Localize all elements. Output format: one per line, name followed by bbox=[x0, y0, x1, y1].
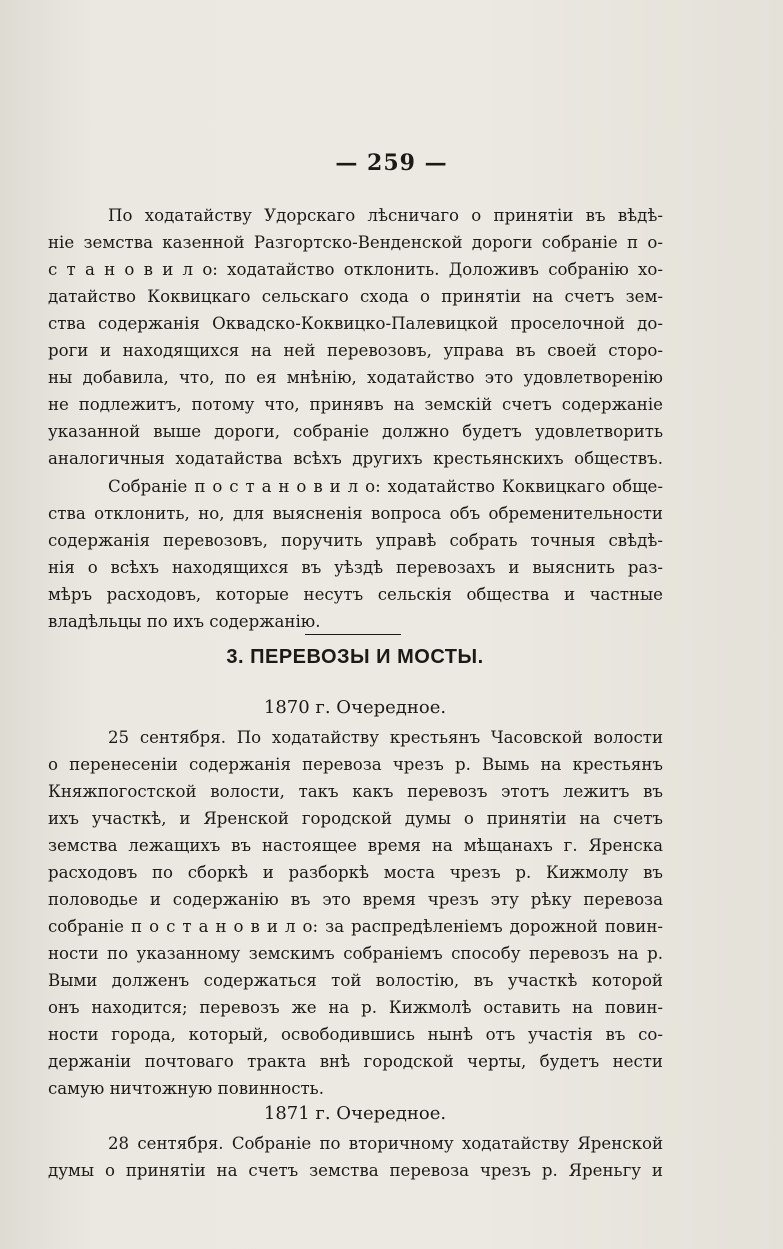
text-line: ніе земства казенной Разгортско-Венденской дороги собраніе п о- bbox=[48, 233, 663, 252]
page-number: — 259 — bbox=[335, 150, 448, 176]
text-line: владѣльцы по ихъ содержанію. bbox=[48, 612, 321, 631]
text-line: содержанія перевозовъ, поручить управѣ собрать точныя свѣдѣ- bbox=[48, 531, 663, 550]
text-line: самую ничтожную повинность. bbox=[48, 1079, 324, 1098]
text-line: 28 сентября. Собраніе по вторичному ходатайству Яренской bbox=[108, 1134, 663, 1153]
text-line: о перенесеніи содержанія перевоза чрезъ р. Вымь на крестьянъ bbox=[48, 755, 663, 774]
text-line: аналогичныя ходатайства всѣхъ другихъ крестьянскихъ обществъ. bbox=[48, 449, 663, 468]
text-line: Собраніе п о с т а н о в и л о: ходатайство Коквицкаго обще- bbox=[108, 477, 663, 496]
text-line: думы о принятіи на счетъ земства перевоза чрезъ р. Яреньгу и bbox=[48, 1161, 663, 1180]
text-line: держаніи почтоваго тракта внѣ городской черты, будетъ нести bbox=[48, 1052, 663, 1071]
text-line: По ходатайству Удорскаго лѣсничаго о принятіи въ вѣдѣ- bbox=[108, 206, 663, 225]
text-line: Княжпогостской волости, такъ какъ перевозъ этотъ лежитъ въ bbox=[48, 782, 663, 801]
text-line: Выми долженъ содержаться той волостію, въ участкѣ которой bbox=[48, 971, 663, 990]
text-line: земства лежащихъ въ настоящее время на мѣщанахъ г. Яренска bbox=[48, 836, 663, 855]
text-line: расходовъ по сборкѣ и разборкѣ моста чрезъ р. Кижмолу въ bbox=[48, 863, 663, 882]
year-heading: 1871 г. Очередное. bbox=[263, 1103, 447, 1124]
text-line: датайство Коквицкаго сельскаго схода о принятіи на счетъ зем- bbox=[48, 287, 663, 306]
text-line: половодье и содержанію въ это время чрезъ эту рѣку перевоза bbox=[48, 890, 663, 909]
text-line: ихъ участкѣ, и Яренской городской думы о принятіи на счетъ bbox=[48, 809, 663, 828]
text-line: 25 сентября. По ходатайству крестьянъ Часовской волости bbox=[108, 728, 663, 747]
text-line: мѣръ расходовъ, которые несутъ сельскія общества и частные bbox=[48, 585, 663, 604]
text-line: собраніе п о с т а н о в и л о: за распредѣленіемъ дорожной повин- bbox=[48, 917, 663, 936]
text-line: нія о всѣхъ находящихся въ уѣздѣ перевозахъ и выяснить раз- bbox=[48, 558, 663, 577]
text-line: ности по указанному земскимъ собраніемъ способу перевозъ на р. bbox=[48, 944, 663, 963]
text-line: ства содержанія Оквадско-Коквицко-Палевицкой проселочной до- bbox=[48, 314, 663, 333]
text-line: ства отклонить, но, для выясненія вопроса объ обременительности bbox=[48, 504, 663, 523]
divider bbox=[305, 634, 401, 635]
text-line: указанной выше дороги, собраніе должно будетъ удовлетворить bbox=[48, 422, 663, 441]
year-heading: 1870 г. Очередное. bbox=[263, 697, 447, 718]
text-line: с т а н о в и л о: ходатайство отклонить. Доложивъ собранію хо- bbox=[48, 260, 663, 279]
text-line: ны добавила, что, по ея мнѣнію, ходатайство это удовлетворенію bbox=[48, 368, 663, 387]
text-line: онъ находится; перевозъ же на р. Кижмолѣ оставить на повин- bbox=[48, 998, 663, 1017]
text-line: роги и находящихся на ней перевозовъ, управа въ своей сторо- bbox=[48, 341, 663, 360]
text-line: не подлежитъ, потому что, принявъ на земскій счетъ содержаніе bbox=[48, 395, 663, 414]
section-title: 3. ПЕРЕВОЗЫ И МОСТЫ. bbox=[226, 646, 484, 668]
text-line: ности города, который, освободившись нынѣ отъ участія въ со- bbox=[48, 1025, 663, 1044]
